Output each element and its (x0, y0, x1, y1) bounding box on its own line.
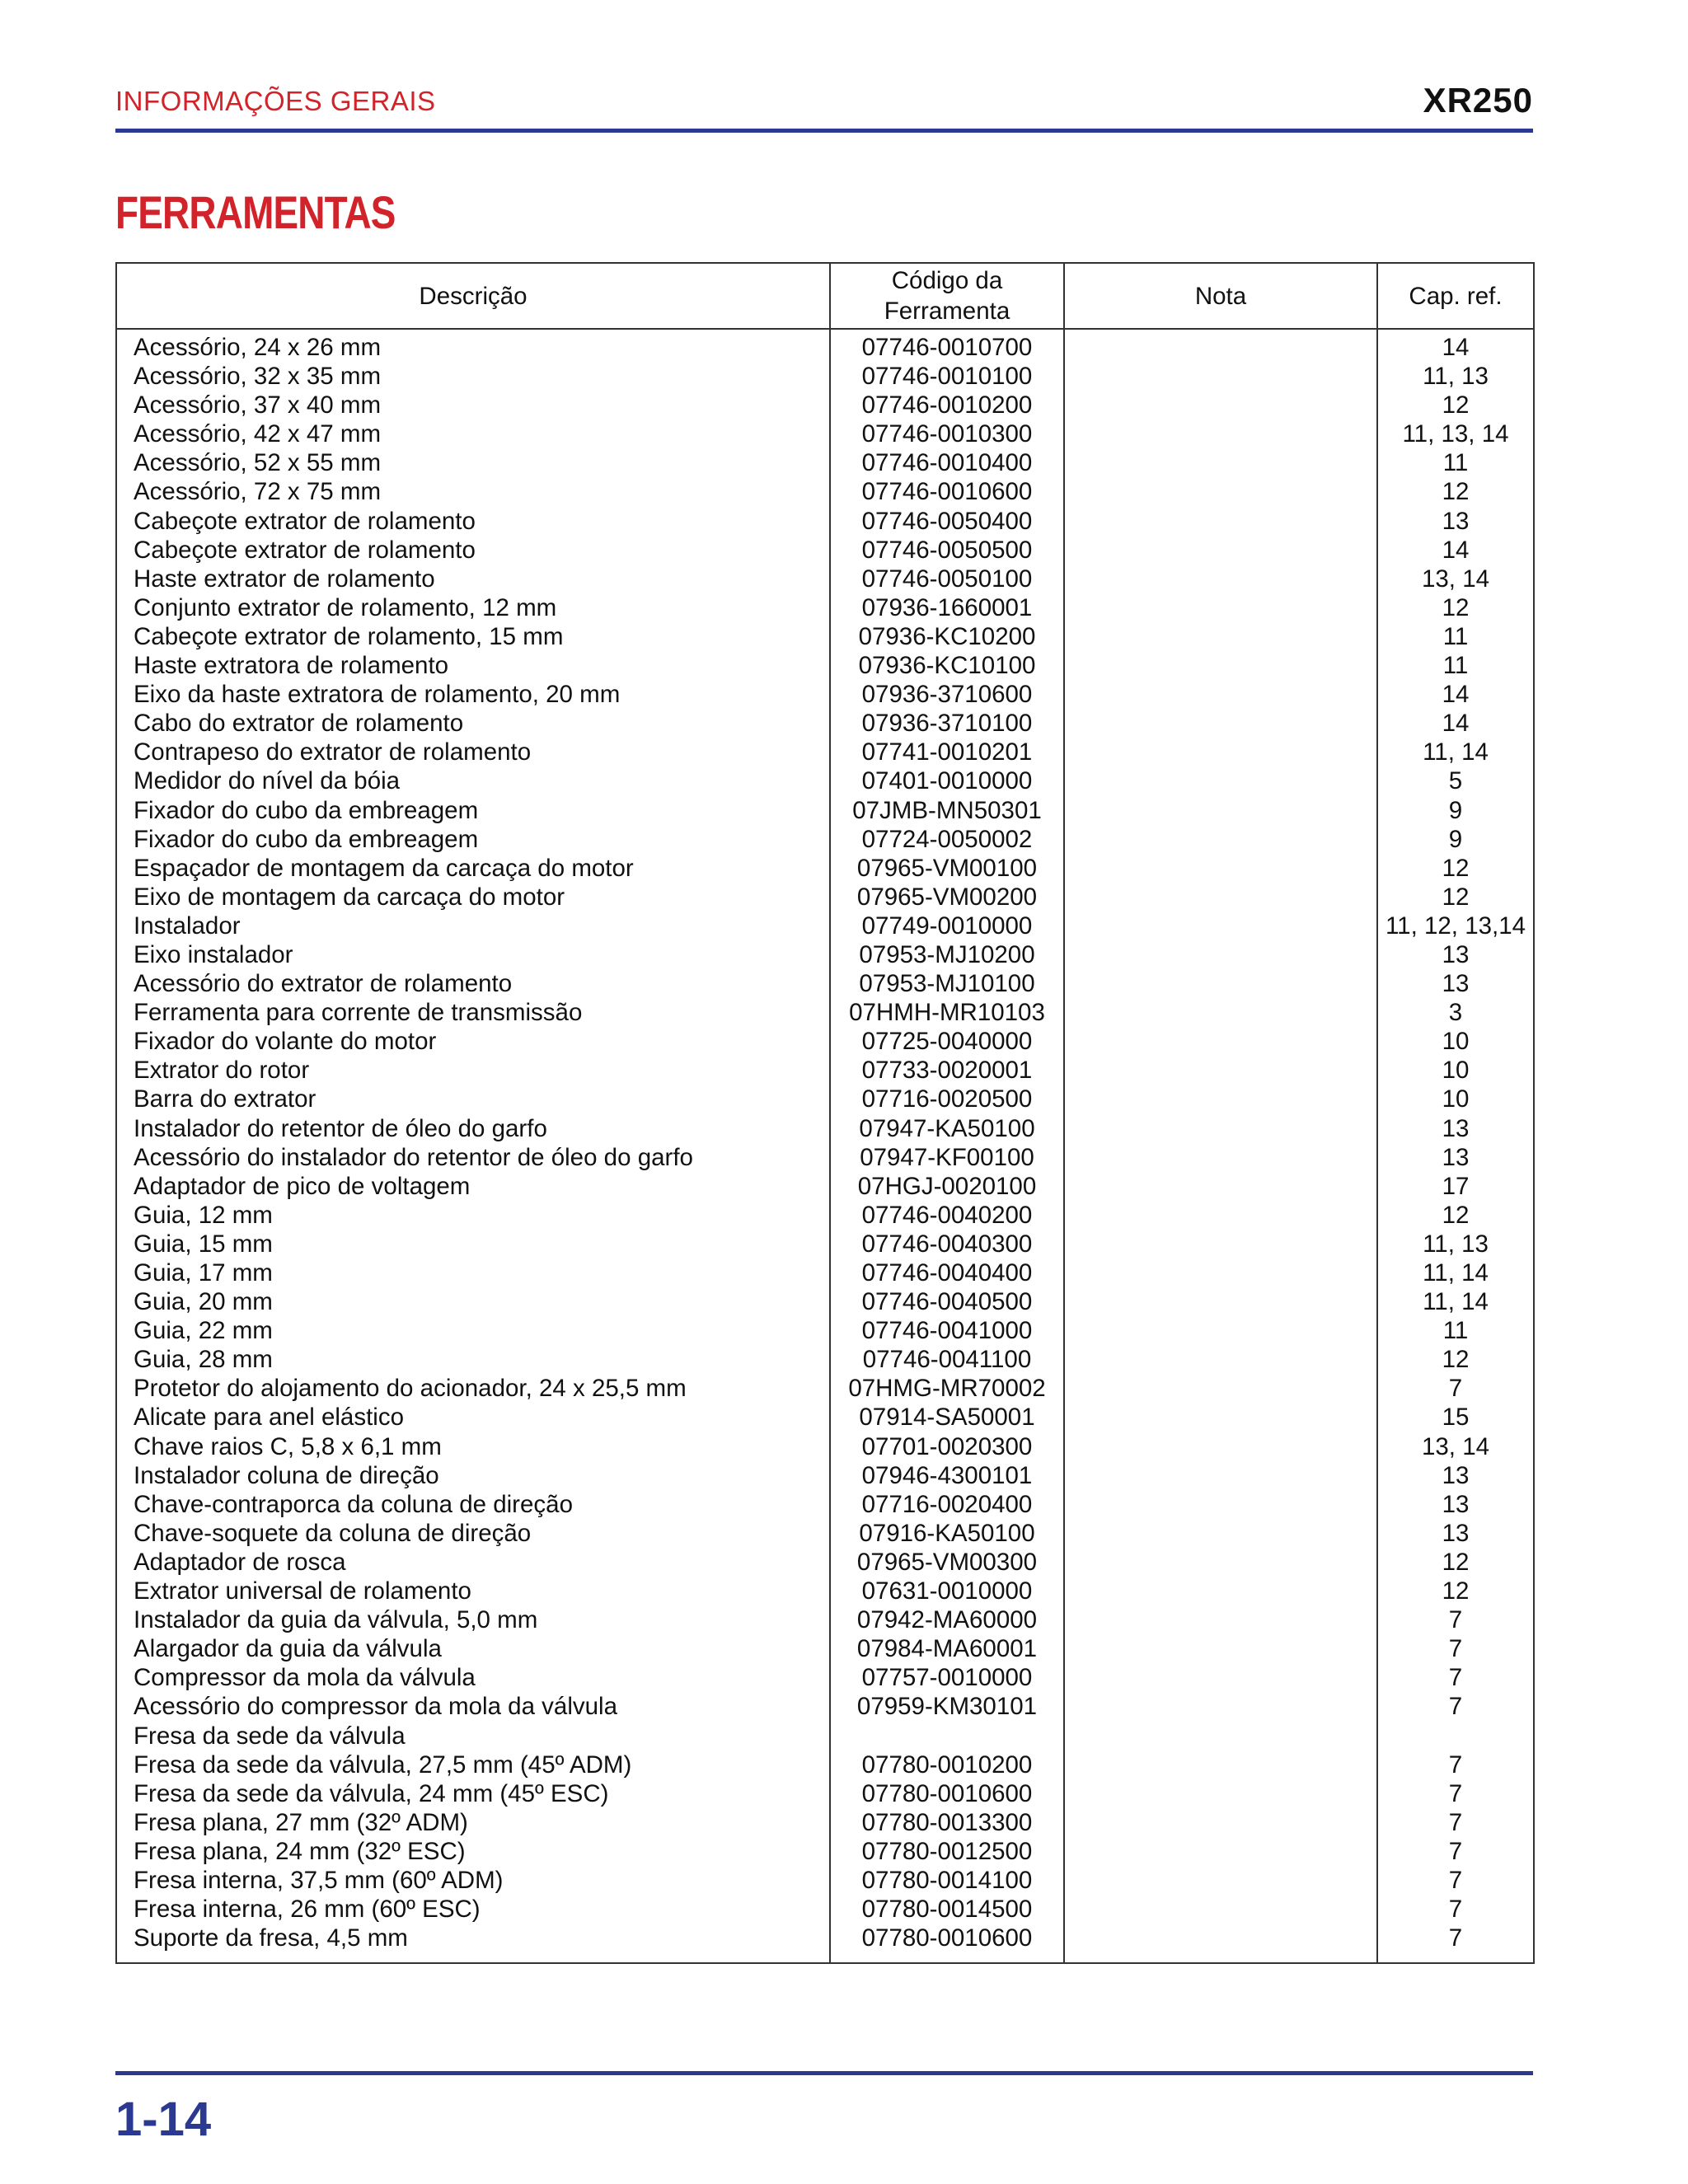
tool-note (1064, 391, 1377, 419)
tool-description: Conjunto extrator de rolamento, 12 mm (116, 593, 830, 622)
tool-description: Eixo de montagem da carcaça do motor (116, 883, 830, 912)
tool-code: 07HGJ-0020100 (830, 1172, 1064, 1201)
tool-note (1064, 507, 1377, 536)
tool-note (1064, 593, 1377, 622)
tool-description: Alicate para anel elástico (116, 1403, 830, 1432)
table-row (116, 1027, 1534, 1056)
tool-description: Guia, 20 mm (116, 1287, 830, 1316)
tool-chapter-ref: 12 (1377, 593, 1534, 622)
tool-chapter-ref: 11, 14 (1377, 738, 1534, 766)
tool-code: 07984-MA60001 (830, 1634, 1064, 1663)
tool-code (830, 1722, 1064, 1750)
table-row (116, 362, 1534, 391)
tool-note (1064, 1027, 1377, 1056)
table-row (116, 1056, 1534, 1085)
tool-chapter-ref: 13 (1377, 1490, 1534, 1519)
tool-description: Acessório do instalador do retentor de óleo do garfo (116, 1143, 830, 1172)
tool-description: Guia, 17 mm (116, 1258, 830, 1287)
tool-description: Alargador da guia da válvula (116, 1634, 830, 1663)
tool-note (1064, 738, 1377, 766)
tool-code: 07725-0040000 (830, 1027, 1064, 1056)
tool-code: 07947-KA50100 (830, 1114, 1064, 1143)
tool-chapter-ref: 7 (1377, 1692, 1534, 1721)
tool-chapter-ref: 7 (1377, 1808, 1534, 1837)
tool-code: 07780-0014500 (830, 1895, 1064, 1924)
table-row (116, 1461, 1534, 1490)
tool-note (1064, 1345, 1377, 1374)
tool-code: 07914-SA50001 (830, 1403, 1064, 1432)
table-row (116, 651, 1534, 680)
tool-code: 07746-0050400 (830, 507, 1064, 536)
tool-note (1064, 1750, 1377, 1779)
table-row (116, 1258, 1534, 1287)
tool-description: Fresa plana, 27 mm (32º ADM) (116, 1808, 830, 1837)
tool-code: 07959-KM30101 (830, 1692, 1064, 1721)
tool-chapter-ref: 7 (1377, 1374, 1534, 1403)
tool-description: Adaptador de rosca (116, 1548, 830, 1577)
table-row (116, 593, 1534, 622)
tool-description: Instalador coluna de direção (116, 1461, 830, 1490)
tool-chapter-ref: 11, 14 (1377, 1258, 1534, 1287)
tool-chapter-ref: 13 (1377, 507, 1534, 536)
tool-code: 07701-0020300 (830, 1432, 1064, 1461)
tool-code: 07716-0020400 (830, 1490, 1064, 1519)
tool-code: 07631-0010000 (830, 1577, 1064, 1605)
tool-description: Cabo do extrator de rolamento (116, 709, 830, 738)
tool-note (1064, 709, 1377, 738)
tool-code: 07746-0010700 (830, 329, 1064, 362)
tool-note (1064, 998, 1377, 1027)
tool-note (1064, 1201, 1377, 1230)
table-row (116, 1663, 1534, 1692)
tool-chapter-ref: 13 (1377, 1114, 1534, 1143)
table-row (116, 1143, 1534, 1172)
tool-chapter-ref (1377, 1722, 1534, 1750)
tool-chapter-ref: 7 (1377, 1895, 1534, 1924)
tool-note (1064, 565, 1377, 593)
tool-chapter-ref: 7 (1377, 1866, 1534, 1895)
tool-description: Guia, 28 mm (116, 1345, 830, 1374)
tool-code: 07HMH-MR10103 (830, 998, 1064, 1027)
tool-note (1064, 651, 1377, 680)
tool-chapter-ref: 11 (1377, 622, 1534, 651)
tool-chapter-ref: 13 (1377, 940, 1534, 969)
tool-chapter-ref: 14 (1377, 709, 1534, 738)
tool-chapter-ref: 13, 14 (1377, 565, 1534, 593)
tool-note (1064, 1114, 1377, 1143)
tool-code: 07780-0010200 (830, 1750, 1064, 1779)
tool-chapter-ref: 10 (1377, 1056, 1534, 1085)
tool-description: Fixador do cubo da embreagem (116, 825, 830, 854)
tool-chapter-ref: 13 (1377, 1519, 1534, 1548)
table-row (116, 507, 1534, 536)
tool-chapter-ref: 9 (1377, 796, 1534, 825)
tool-description: Cabeçote extrator de rolamento, 15 mm (116, 622, 830, 651)
tool-note (1064, 1461, 1377, 1490)
tool-description: Instalador (116, 912, 830, 940)
table-row (116, 680, 1534, 709)
tool-chapter-ref: 7 (1377, 1837, 1534, 1866)
tool-description: Fresa da sede da válvula, 27,5 mm (45º ADM) (116, 1750, 830, 1779)
tool-chapter-ref: 12 (1377, 883, 1534, 912)
tool-code: 07965-VM00300 (830, 1548, 1064, 1577)
tool-code: 07746-0010400 (830, 448, 1064, 477)
table-body (116, 329, 1534, 1963)
tool-note (1064, 1663, 1377, 1692)
table-row (116, 565, 1534, 593)
tool-note (1064, 1605, 1377, 1634)
header-note: Nota (1064, 263, 1377, 329)
table-row (116, 1085, 1534, 1113)
tool-note (1064, 1924, 1377, 1963)
tool-code: 07953-MJ10200 (830, 940, 1064, 969)
tool-description: Acessório, 72 x 75 mm (116, 477, 830, 506)
tool-description: Medidor do nível da bóia (116, 766, 830, 795)
tool-description: Acessório, 42 x 47 mm (116, 419, 830, 448)
tool-description: Chave-contraporca da coluna de direção (116, 1490, 830, 1519)
tool-chapter-ref: 7 (1377, 1924, 1534, 1963)
table-row (116, 1490, 1534, 1519)
table-row (116, 883, 1534, 912)
tool-chapter-ref: 12 (1377, 477, 1534, 506)
tool-code: 07401-0010000 (830, 766, 1064, 795)
tool-code: 07746-0040500 (830, 1287, 1064, 1316)
tool-code: 07746-0040400 (830, 1258, 1064, 1287)
tool-description: Fixador do cubo da embreagem (116, 796, 830, 825)
tool-description: Compressor da mola da válvula (116, 1663, 830, 1692)
tool-description: Eixo da haste extratora de rolamento, 20 mm (116, 680, 830, 709)
table-row (116, 536, 1534, 565)
tool-note (1064, 1316, 1377, 1345)
table-row (116, 1577, 1534, 1605)
tool-description: Chave raios C, 5,8 x 6,1 mm (116, 1432, 830, 1461)
tool-description: Acessório, 52 x 55 mm (116, 448, 830, 477)
table-row (116, 1692, 1534, 1721)
table-row (116, 1750, 1534, 1779)
table-row (116, 709, 1534, 738)
table-row (116, 477, 1534, 506)
tool-code: 07965-VM00100 (830, 854, 1064, 883)
table-row (116, 854, 1534, 883)
tool-note (1064, 1895, 1377, 1924)
tool-code: 07780-0013300 (830, 1808, 1064, 1837)
tool-note (1064, 1432, 1377, 1461)
tool-code: 07916-KA50100 (830, 1519, 1064, 1548)
tool-chapter-ref: 12 (1377, 1548, 1534, 1577)
tool-chapter-ref: 13 (1377, 1461, 1534, 1490)
tool-chapter-ref: 13 (1377, 1143, 1534, 1172)
tool-code: 07746-0040200 (830, 1201, 1064, 1230)
table-row (116, 1287, 1534, 1316)
tool-chapter-ref: 11, 13 (1377, 362, 1534, 391)
tool-note (1064, 766, 1377, 795)
tool-chapter-ref: 12 (1377, 391, 1534, 419)
tool-note (1064, 1577, 1377, 1605)
table-row (116, 1605, 1534, 1634)
tool-code: 07936-1660001 (830, 593, 1064, 622)
tool-chapter-ref: 11 (1377, 651, 1534, 680)
tool-note (1064, 1722, 1377, 1750)
header-code (830, 263, 1064, 329)
tool-chapter-ref: 12 (1377, 1345, 1534, 1374)
header-ref: Cap. ref. (1377, 263, 1534, 329)
table-row (116, 1114, 1534, 1143)
tool-note (1064, 1634, 1377, 1663)
table-row (116, 796, 1534, 825)
table-row (116, 1230, 1534, 1258)
tool-code: 07946-4300101 (830, 1461, 1064, 1490)
header-code-line2: Ferramenta (884, 298, 1010, 325)
tool-description: Ferramenta para corrente de transmissão (116, 998, 830, 1027)
tool-code: 07746-0010600 (830, 477, 1064, 506)
table-row (116, 1924, 1534, 1963)
tool-chapter-ref: 14 (1377, 329, 1534, 362)
tool-code: 07746-0041000 (830, 1316, 1064, 1345)
tool-code: 07936-3710100 (830, 709, 1064, 738)
tool-chapter-ref: 11, 14 (1377, 1287, 1534, 1316)
table-row (116, 1779, 1534, 1808)
tool-code: 07HMG-MR70002 (830, 1374, 1064, 1403)
tool-code: 07942-MA60000 (830, 1605, 1064, 1634)
tool-code: 07716-0020500 (830, 1085, 1064, 1113)
table-row (116, 391, 1534, 419)
table-row (116, 1548, 1534, 1577)
tool-description: Barra do extrator (116, 1085, 830, 1113)
table-row (116, 1722, 1534, 1750)
tool-description: Fresa da sede da válvula, 24 mm (45º ESC) (116, 1779, 830, 1808)
table-row (116, 1374, 1534, 1403)
tool-note (1064, 1837, 1377, 1866)
tool-description: Haste extrator de rolamento (116, 565, 830, 593)
tool-note (1064, 1692, 1377, 1721)
tool-description: Extrator do rotor (116, 1056, 830, 1085)
tool-note (1064, 1056, 1377, 1085)
tool-chapter-ref: 13 (1377, 969, 1534, 998)
tool-note (1064, 1808, 1377, 1837)
tool-code: 07749-0010000 (830, 912, 1064, 940)
table-row (116, 825, 1534, 854)
tool-note (1064, 1230, 1377, 1258)
tool-chapter-ref: 10 (1377, 1085, 1534, 1113)
tool-note (1064, 1403, 1377, 1432)
tool-code: 07741-0010201 (830, 738, 1064, 766)
tool-note (1064, 883, 1377, 912)
tool-note (1064, 680, 1377, 709)
tool-note (1064, 419, 1377, 448)
tool-chapter-ref: 12 (1377, 1201, 1534, 1230)
tool-description: Acessório do compressor da mola da válvula (116, 1692, 830, 1721)
tool-note (1064, 1374, 1377, 1403)
tool-note (1064, 477, 1377, 506)
footer-divider (115, 2071, 1533, 2075)
tools-table (115, 262, 1535, 1964)
tool-note (1064, 1287, 1377, 1316)
header-divider (115, 129, 1533, 133)
tool-note (1064, 1519, 1377, 1548)
tool-chapter-ref: 14 (1377, 680, 1534, 709)
tool-note (1064, 796, 1377, 825)
table-row (116, 1866, 1534, 1895)
tool-code: 07780-0014100 (830, 1866, 1064, 1895)
table-row (116, 738, 1534, 766)
tool-note (1064, 1172, 1377, 1201)
tool-description: Cabeçote extrator de rolamento (116, 507, 830, 536)
tool-note (1064, 1779, 1377, 1808)
tool-chapter-ref: 17 (1377, 1172, 1534, 1201)
table-row (116, 622, 1534, 651)
header-code-line1: Código da (891, 267, 1003, 294)
tool-chapter-ref: 13, 14 (1377, 1432, 1534, 1461)
table-row (116, 419, 1534, 448)
tool-code: 07746-0050500 (830, 536, 1064, 565)
tool-code: 07936-3710600 (830, 680, 1064, 709)
table-row (116, 1316, 1534, 1345)
table-row (116, 912, 1534, 940)
tool-code: 07780-0010600 (830, 1924, 1064, 1963)
page-number: 1-14 (115, 2093, 212, 2146)
tool-description: Acessório, 32 x 35 mm (116, 362, 830, 391)
tool-description: Cabeçote extrator de rolamento (116, 536, 830, 565)
tool-chapter-ref: 14 (1377, 536, 1534, 565)
tool-chapter-ref: 12 (1377, 854, 1534, 883)
tool-chapter-ref: 11 (1377, 1316, 1534, 1345)
tool-note (1064, 940, 1377, 969)
tool-description: Eixo instalador (116, 940, 830, 969)
tool-description: Protetor do alojamento do acionador, 24 x 25,5 mm (116, 1374, 830, 1403)
tool-description: Extrator universal de rolamento (116, 1577, 830, 1605)
tool-description: Chave-soquete da coluna de direção (116, 1519, 830, 1548)
tool-note (1064, 622, 1377, 651)
tool-chapter-ref: 11 (1377, 448, 1534, 477)
tool-note (1064, 536, 1377, 565)
table-row (116, 1837, 1534, 1866)
header-description: Descrição (116, 263, 830, 329)
model-name: XR250 (1423, 81, 1533, 120)
tool-note (1064, 329, 1377, 362)
table-row (116, 329, 1534, 362)
tool-description: Acessório do extrator de rolamento (116, 969, 830, 998)
table-row (116, 1345, 1534, 1374)
table-row (116, 766, 1534, 795)
tool-note (1064, 1548, 1377, 1577)
tool-description: Fresa plana, 24 mm (32º ESC) (116, 1837, 830, 1866)
tool-code: 07JMB-MN50301 (830, 796, 1064, 825)
tool-chapter-ref: 11, 13 (1377, 1230, 1534, 1258)
table-row (116, 1808, 1534, 1837)
tool-code: 07746-0010200 (830, 391, 1064, 419)
section-title: INFORMAÇÕES GERAIS (115, 86, 436, 116)
tool-description: Suporte da fresa, 4,5 mm (116, 1924, 830, 1963)
tool-code: 07780-0010600 (830, 1779, 1064, 1808)
tool-code: 07936-KC10200 (830, 622, 1064, 651)
tool-note (1064, 825, 1377, 854)
tool-code: 07746-0040300 (830, 1230, 1064, 1258)
table-row (116, 998, 1534, 1027)
table-header-row (116, 263, 1534, 329)
tool-chapter-ref: 7 (1377, 1634, 1534, 1663)
tool-chapter-ref: 9 (1377, 825, 1534, 854)
tool-code: 07746-0010300 (830, 419, 1064, 448)
table-row (116, 969, 1534, 998)
tool-code: 07936-KC10100 (830, 651, 1064, 680)
tool-note (1064, 912, 1377, 940)
tool-code: 07746-0050100 (830, 565, 1064, 593)
table-row (116, 1432, 1534, 1461)
tool-note (1064, 1258, 1377, 1287)
tool-chapter-ref: 3 (1377, 998, 1534, 1027)
table-row (116, 1519, 1534, 1548)
tool-chapter-ref: 11, 13, 14 (1377, 419, 1534, 448)
tool-note (1064, 448, 1377, 477)
tool-code: 07953-MJ10100 (830, 969, 1064, 998)
table-row (116, 1201, 1534, 1230)
tool-description: Fixador do volante do motor (116, 1027, 830, 1056)
tool-chapter-ref: 7 (1377, 1605, 1534, 1634)
tool-description: Guia, 12 mm (116, 1201, 830, 1230)
tool-code: 07746-0010100 (830, 362, 1064, 391)
page-title: FERRAMENTAS (115, 186, 396, 238)
tool-description: Instalador do retentor de óleo do garfo (116, 1114, 830, 1143)
tool-note (1064, 1085, 1377, 1113)
tool-note (1064, 1490, 1377, 1519)
tool-code: 07757-0010000 (830, 1663, 1064, 1692)
table-row (116, 940, 1534, 969)
tool-description: Acessório, 24 x 26 mm (116, 329, 830, 362)
tool-description: Espaçador de montagem da carcaça do motor (116, 854, 830, 883)
tool-code: 07733-0020001 (830, 1056, 1064, 1085)
tool-code: 07947-KF00100 (830, 1143, 1064, 1172)
tool-chapter-ref: 5 (1377, 766, 1534, 795)
tool-chapter-ref: 7 (1377, 1779, 1534, 1808)
tool-description: Acessório, 37 x 40 mm (116, 391, 830, 419)
tool-code: 07746-0041100 (830, 1345, 1064, 1374)
tool-chapter-ref: 15 (1377, 1403, 1534, 1432)
tool-description: Fresa interna, 26 mm (60º ESC) (116, 1895, 830, 1924)
tool-code: 07780-0012500 (830, 1837, 1064, 1866)
tool-chapter-ref: 10 (1377, 1027, 1534, 1056)
tool-note (1064, 854, 1377, 883)
tool-description: Guia, 22 mm (116, 1316, 830, 1345)
tool-chapter-ref: 11, 12, 13,14 (1377, 912, 1534, 940)
tool-description: Haste extratora de rolamento (116, 651, 830, 680)
table-row (116, 448, 1534, 477)
tool-description: Fresa da sede da válvula (116, 1722, 830, 1750)
tool-code: 07965-VM00200 (830, 883, 1064, 912)
tool-note (1064, 969, 1377, 998)
tool-note (1064, 362, 1377, 391)
table-row (116, 1172, 1534, 1201)
tool-chapter-ref: 7 (1377, 1663, 1534, 1692)
tool-code: 07724-0050002 (830, 825, 1064, 854)
tool-chapter-ref: 7 (1377, 1750, 1534, 1779)
tool-description: Fresa interna, 37,5 mm (60º ADM) (116, 1866, 830, 1895)
table-row (116, 1403, 1534, 1432)
table-row (116, 1895, 1534, 1924)
tool-note (1064, 1143, 1377, 1172)
tool-description: Instalador da guia da válvula, 5,0 mm (116, 1605, 830, 1634)
tool-description: Guia, 15 mm (116, 1230, 830, 1258)
tool-description: Adaptador de pico de voltagem (116, 1172, 830, 1201)
table-row (116, 1634, 1534, 1663)
tool-description: Contrapeso do extrator de rolamento (116, 738, 830, 766)
tool-chapter-ref: 12 (1377, 1577, 1534, 1605)
tool-note (1064, 1866, 1377, 1895)
